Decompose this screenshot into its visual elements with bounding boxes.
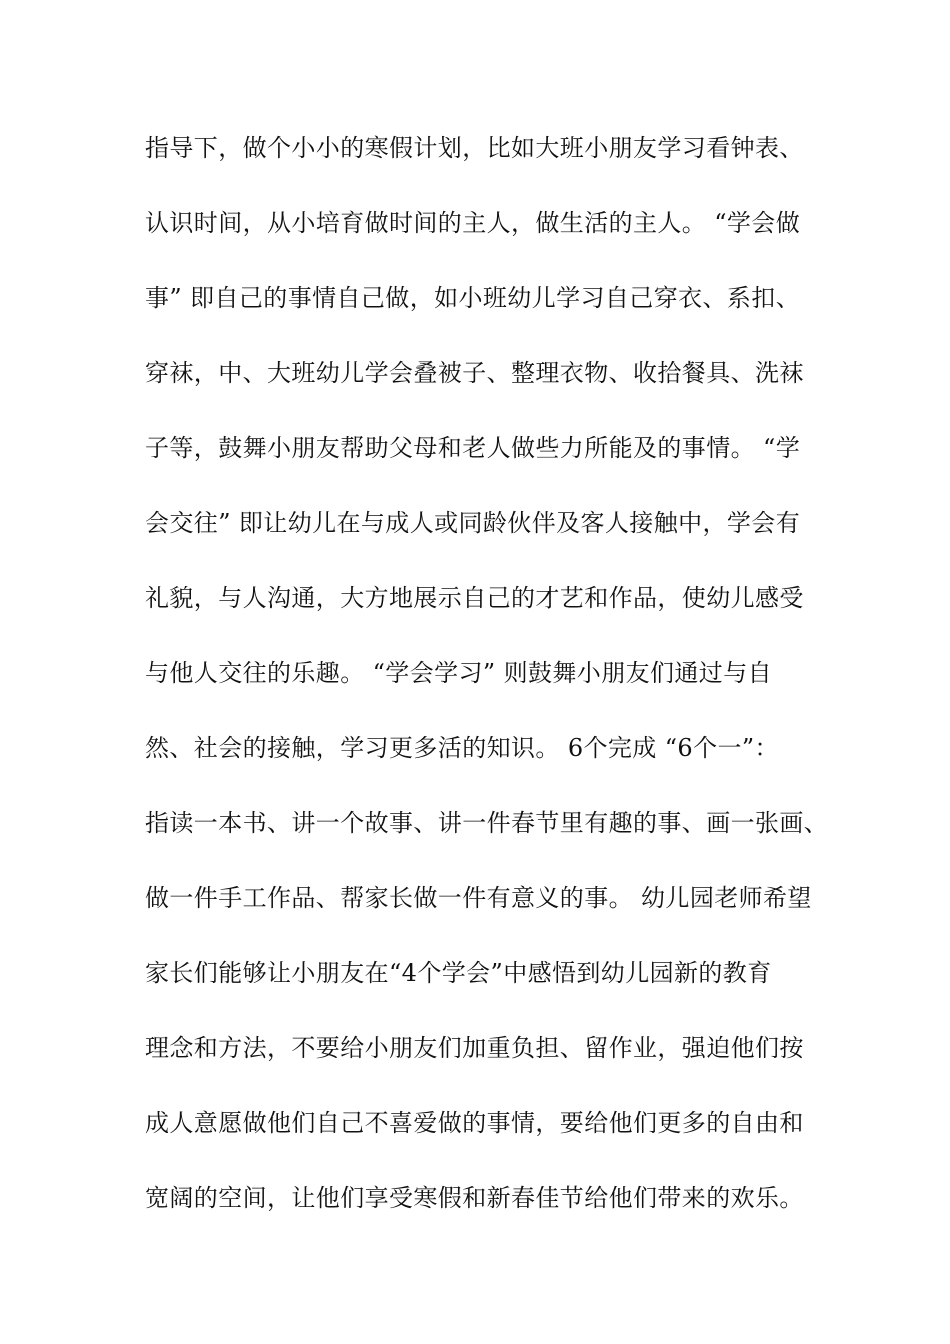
text-line: 宽阔的空间，让他们享受寒假和新春佳节给他们带来的欢乐。 bbox=[145, 1184, 804, 1212]
text-line: 事” 即自己的事情自己做，如小班幼儿学习自己穿衣、系扣、 bbox=[145, 284, 801, 312]
text-line: 礼貌，与人沟通，大方地展示自己的才艺和作品，使幼儿感受 bbox=[145, 584, 804, 612]
text-line: 与他人交往的乐趣。 “学会学习” 则鼓舞小朋友们通过与自 bbox=[145, 659, 772, 687]
text-line: 会交往” 即让幼儿在与成人或同龄伙伴及客人接触中，学会有 bbox=[145, 509, 801, 537]
text-line: 子等，鼓舞小朋友帮助父母和老人做些力所能及的事情。 “学 bbox=[145, 434, 801, 462]
text-line: 指读一本书、讲一个故事、讲一件春节里有趣的事、画一张画、 bbox=[145, 809, 829, 837]
text-line: 理念和方法，不要给小朋友们加重负担、留作业，强迫他们按 bbox=[145, 1034, 804, 1062]
text-line: 成人意愿做他们自己不喜爱做的事情，要给他们更多的自由和 bbox=[145, 1109, 804, 1137]
text-line: 然、社会的接触，学习更多活的知识。 6个完成 “6个一”： bbox=[145, 734, 779, 762]
text-line: 做一件手工作品、帮家长做一件有意义的事。 幼儿园老师希望 bbox=[145, 884, 812, 912]
body-text bbox=[145, 128, 835, 1253]
text-line: 穿袜，中、大班幼儿学会叠被子、整理衣物、收拾餐具、洗袜 bbox=[145, 359, 804, 387]
text-line: 认识时间，从小培育做时间的主人，做生活的主人。 “学会做 bbox=[145, 209, 801, 237]
text-line: 家长们能够让小朋友在“4个学会”中感悟到幼儿园新的教育 bbox=[145, 959, 772, 987]
text-line: 指导下，做个小小的寒假计划，比如大班小朋友学习看钟表、 bbox=[145, 134, 804, 162]
